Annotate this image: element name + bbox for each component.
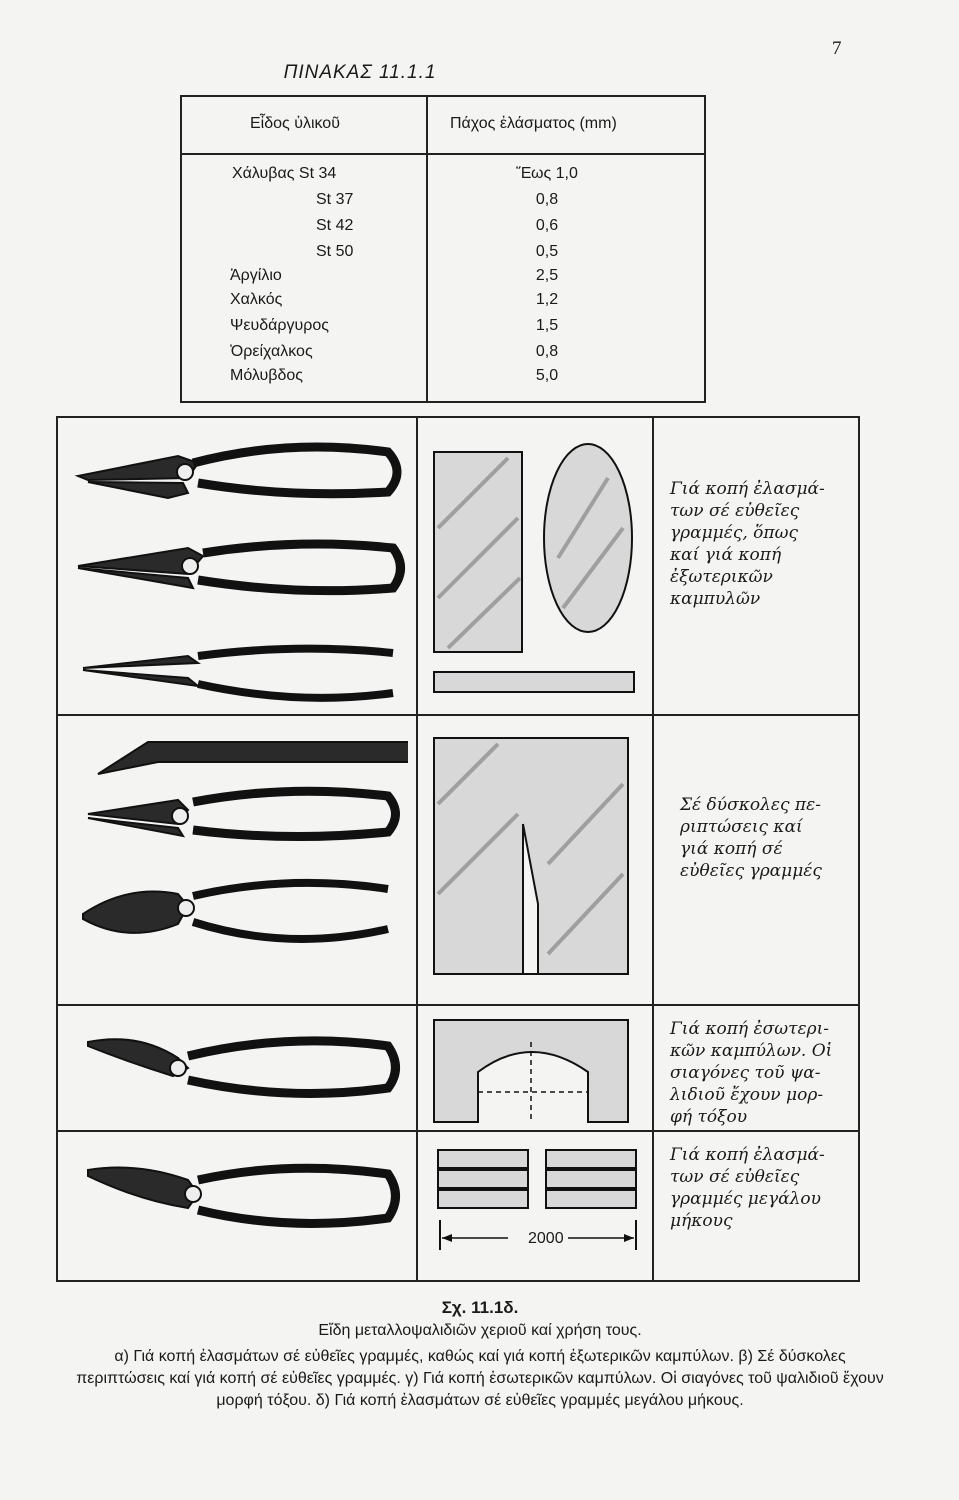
table-row: [182, 367, 704, 389]
table-row: [182, 267, 704, 289]
difficult-cut-sheet-diagram: [428, 724, 648, 994]
straight-cut-sheet-diagram: [428, 438, 648, 708]
page-number: 7: [832, 38, 842, 59]
dimension-label: 2000: [528, 1230, 564, 1247]
table-row: [182, 191, 704, 213]
material-name: Ὀρείχαλκος: [230, 343, 313, 360]
figure-description: α) Γιά κοπή ἐλασμάτων σέ εὐθεῖες γραμμές, καθώς καί γιά κοπή ἐξωτερικῶν καμπύλων. β) Σέ δύσκολες περιπτώσεις καί γιά κοπή σέ εὐθεῖες γραμμές. γ) Γιά κοπή ἐσωτερικῶν καμπύλων. Οἱ σιαγόνες τοῦ ψαλιδιοῦ ἔχουν μορφή τόξου. δ) Γιά κοπή ἐλασμάτων σέ εὐθεῖες γραμμές μεγάλου μήκους.: [76, 1348, 884, 1409]
offset-shears-illustration: [68, 724, 408, 994]
materials-table: [180, 95, 706, 403]
panel-c-description: Γιά κοπή ἐσωτερι- κῶν καμπύλων. Οἱ σιαγόνες τοῦ ψα- λιδιοῦ ἔχουν μορ- φή τόξου: [670, 1019, 833, 1127]
figure-label: Σχ. 11.1δ.: [441, 1298, 519, 1317]
header-thickness: Πάχος ἐλάσματος (mm): [450, 115, 617, 132]
thickness-value: 1,5: [535, 317, 559, 334]
thickness-value: 1,2: [535, 291, 559, 308]
thickness-value: 0,6: [535, 217, 559, 234]
long-cut-shears-illustration: [68, 1140, 408, 1270]
figure-caption: [40, 1298, 920, 1412]
material-name: St 50: [316, 243, 354, 260]
straight-shears-illustration: [68, 438, 408, 708]
thickness-value: 0,8: [535, 191, 559, 208]
table-row: [182, 217, 704, 239]
material-name: Ἀργίλιο: [230, 267, 282, 284]
table-row: [182, 243, 704, 265]
figure-title: Εἴδη μεταλλοψαλιδιῶν χεριοῦ καί χρήση τους.: [318, 1322, 642, 1339]
panel-a-description: Γιά κοπή ἐλασμά- των σέ εὐθεῖες γραμμές, ὅπως καί γιά κοπή ἐξωτερικῶν καμπυλῶν: [670, 479, 825, 609]
curved-shears-illustration: [68, 1012, 408, 1128]
material-name: Χάλυβας St 34: [232, 165, 337, 182]
table-title: ΠΙΝΑΚΑΣ 11.1.1: [283, 62, 437, 83]
material-name: Ψευδάργυρος: [230, 317, 329, 334]
material-name: St 37: [316, 191, 354, 208]
panel-b-description: Σέ δύσκολες πε- ριπτώσεις καί γιά κοπή σέ εὐθεῖες γραμμές: [680, 795, 822, 881]
panel-d-description: Γιά κοπή ἐλασμά- των σέ εὐθεῖες γραμμές μεγάλου μήκους: [670, 1145, 825, 1231]
thickness-value: 0,5: [535, 243, 559, 260]
thickness-value: 2,5: [535, 267, 559, 284]
thickness-value: Ἕως 1,0: [516, 165, 578, 182]
material-name: St 42: [316, 217, 354, 234]
table-row: [182, 291, 704, 313]
table-row: [182, 343, 704, 365]
thickness-value: 5,0: [535, 367, 559, 384]
table-row: [182, 317, 704, 339]
shears-figure-grid: [56, 416, 860, 1282]
thickness-value: 0,8: [535, 343, 559, 360]
table-row: [182, 165, 704, 187]
header-material: Εἶδος ὑλικοῦ: [250, 115, 340, 132]
internal-curve-sheet-diagram: [428, 1012, 648, 1128]
material-name: Μόλυβδος: [230, 367, 304, 384]
material-name: Χαλκός: [230, 291, 283, 308]
